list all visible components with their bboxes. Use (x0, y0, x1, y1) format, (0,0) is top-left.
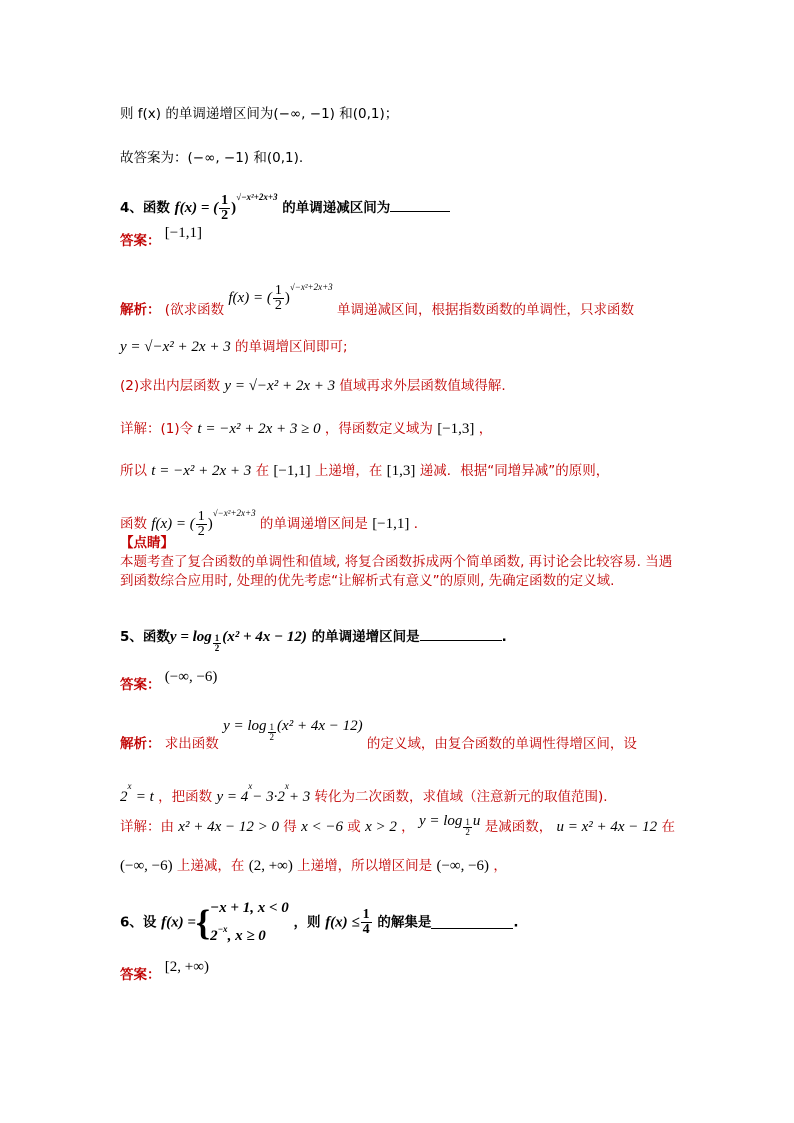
analysis-text: (2)求出内层函数 (120, 378, 221, 394)
detail-text: ， (493, 858, 507, 874)
detail-text: 所以 (120, 463, 147, 479)
detail-text: 的单调递增区间是 (259, 516, 368, 532)
brace: { (195, 902, 211, 943)
math-expr: t = −x² + 2x + 3 (151, 463, 252, 479)
q4-suffix: 的单调递减区间为 (282, 200, 391, 216)
answer-value: [−1,1] (164, 225, 202, 241)
detail-text: 上递增，在 (314, 463, 383, 479)
case-1 (210, 898, 289, 919)
detail-text: 上递增，所以增区间是 (297, 858, 433, 874)
frac-num: 1 (465, 817, 470, 827)
answer-blank (390, 199, 450, 212)
math-expr: 2 (120, 789, 128, 805)
frac-den: 2 (214, 643, 220, 653)
detail-text: 详解：由 (120, 819, 174, 835)
inner-function: y = √−x² + 2x + 3 (120, 339, 231, 355)
detail-text: 递减．根据“同增异减”的原则， (419, 463, 610, 479)
detail-text: 在 (661, 819, 675, 835)
line-conclusion-increase (120, 105, 734, 123)
math-expr: x² + 4x − 12 > 0 (178, 819, 279, 835)
q4-prefix: 4、函数 (120, 200, 170, 216)
detail-4-line3: 函数 f(x) = ( $\frac{1}{2}$ )$^{√-x^2+2x+3}$ 的单调递增区间是 [−1,1] ． (120, 508, 428, 539)
answer-value: (−∞, −6) (164, 669, 218, 685)
frac-den: 2 (274, 297, 282, 313)
text-conclusion: 则 f(x) 的单调递增区间为(−∞, −1) 和(0,1)； (120, 106, 399, 122)
frac-den: 2 (221, 207, 229, 223)
analysis-text: 转化为二次函数，求值域（注意新元的取值范围). (314, 789, 608, 805)
frac-den: 2 (197, 523, 205, 539)
detail-text: 得 (283, 819, 297, 835)
math-expr: x < −6 (301, 819, 343, 835)
math-expr: t = −x² + 2x + 3 ≥ 0 (197, 421, 321, 437)
period: . (501, 629, 507, 645)
key-point-text: 本题考查了复合函数的单调性和值域, 将复合函数拆成两个简单函数, 再讨论会比较容易. 当遇到函数综合应用时, 处理的优先考虑“让解析式有意义”的原则, 先确定函数的定义域. (120, 554, 673, 589)
answer-6 (120, 959, 734, 984)
detail-text: 函数 (120, 516, 147, 532)
math-expr: y = log (418, 813, 463, 829)
frac-den: 2 (269, 732, 275, 742)
answer-label: 答案： (120, 233, 161, 249)
answer-4 (120, 225, 734, 250)
math-interval: [−1,1] (372, 516, 410, 532)
q4-fraction (219, 194, 230, 223)
analysis-fraction (273, 284, 284, 313)
case-1-text: −x + 1, x < 0 (210, 900, 289, 916)
math-expr: = t (135, 789, 154, 805)
analysis-4-line2 (120, 338, 734, 356)
analysis-5-line2 (120, 777, 734, 806)
detail-text: 或 (347, 819, 361, 835)
analysis-4-line1: 解析： (欲求函数 f(x) = ( $\frac{1}{2}$ )$^{√-x^2+2x+3}$ 单调递减区间，根据指数函数的单调性，只求函数 (120, 282, 634, 318)
exponent: x (127, 781, 132, 791)
analysis-5-line1 (120, 718, 734, 760)
case-2-base: 2 (210, 928, 218, 944)
answer-value: [2, +∞) (164, 959, 209, 975)
math-expr: u = x² + 4x − 12 (556, 819, 658, 835)
math-expr: y = 4 (216, 789, 249, 805)
key-point-title: 【点睛】 (120, 535, 174, 551)
inner-function: y = √−x² + 2x + 3 (224, 378, 336, 394)
analysis-text: 的单调增区间即可; (235, 339, 348, 355)
answer-blank (420, 628, 502, 641)
math-expr: − 3·2 (252, 789, 285, 805)
q5-function: y = log (169, 629, 212, 645)
analysis-text: 值域再求外层函数值域得解. (339, 378, 506, 394)
exponent: x (248, 781, 253, 791)
math-interval: [1,3] (386, 463, 416, 479)
q6-inequality: f(x) ≤ (325, 914, 360, 931)
math-interval: [−1,3] (437, 421, 475, 437)
frac-num: 1 (197, 508, 205, 524)
math-expr: u (472, 813, 481, 829)
detail-text: 在 (255, 463, 270, 479)
q5-argument: (x² + 4x − 12) (222, 629, 307, 645)
frac-den: 2 (465, 827, 470, 837)
log-base (268, 723, 277, 742)
analysis-text: (欲求函数 (164, 302, 225, 318)
analysis-exponent: √−x²+2x+3 (289, 282, 333, 292)
detail-text: ． (413, 516, 428, 532)
answer-5 (120, 669, 734, 694)
q6-function: f(x) = (161, 914, 196, 931)
q5-suffix: 的单调递增区间是 (311, 629, 420, 645)
fraction-quarter (361, 908, 372, 937)
analysis-label: 解析： (120, 302, 161, 318)
q6-suffix: 的解集是 (377, 914, 432, 931)
analysis-text: ，把函数 (158, 789, 213, 805)
q6-mid: ，则 (293, 914, 321, 931)
case-2-cond: , x ≥ 0 (227, 928, 266, 944)
function: y = log (223, 718, 267, 734)
detail-text: 上递减，在 (176, 858, 245, 874)
math-interval: [−1,1] (273, 463, 311, 479)
log-base (463, 818, 472, 837)
analysis-4-line3 (120, 377, 734, 395)
question-6 (120, 898, 734, 944)
analysis-label: 解析： (120, 736, 161, 752)
math-interval: (−∞, −6) (120, 858, 173, 874)
piecewise-cases (210, 898, 289, 947)
exponent: x (284, 781, 289, 791)
detail-5-line2 (120, 857, 734, 875)
exponent: √−x²+2x+3 (212, 508, 256, 518)
frac-num: 1 (214, 633, 220, 643)
answer-label: 答案： (120, 967, 161, 983)
case-2-exp: −x (217, 924, 228, 934)
detail-4-line1 (120, 420, 734, 438)
line-answer-summary (120, 149, 734, 167)
math-interval: (2, +∞) (248, 858, 293, 874)
frac-num: 1 (362, 907, 370, 922)
frac-num: 1 (221, 192, 229, 208)
analysis-text: 求出函数 (164, 736, 219, 752)
frac-den: 4 (362, 922, 370, 937)
detail-4-line2 (120, 462, 734, 480)
math-expr: + 3 (288, 789, 311, 805)
question-4: 4、函数 f(x) = ( $\frac{1}{2}$ )$^{√-x^2+2x+3}$ 的单调递减区间为 (120, 188, 734, 223)
math-expr: f(x) = ( (151, 516, 195, 532)
question-5 (120, 628, 734, 653)
q4-exponent: √−x²+2x+3 (236, 192, 278, 202)
case-2 (210, 919, 289, 947)
q4-function: f(x) = ( (174, 200, 219, 216)
detail-text: ，得函数定义域为 (324, 421, 433, 437)
analysis-text: 单调递减区间，根据指数函数的单调性，只求函数 (336, 302, 634, 318)
analysis-text: 的定义域，由复合函数的单调性得增区间，设 (366, 736, 637, 752)
period: . (513, 914, 519, 931)
detail-text: ， (401, 819, 415, 835)
detail-5-line1 (120, 813, 734, 837)
analysis-function: f(x) = ( (228, 290, 272, 306)
text-answer-summary: 故答案为：(−∞, −1) 和(0,1). (120, 150, 304, 166)
detail-text: 详解：(1)令 (120, 421, 194, 437)
answer-blank (431, 916, 513, 929)
math-interval: (−∞, −6) (436, 858, 490, 874)
q6-prefix: 6、设 (120, 914, 157, 931)
key-point-section (120, 534, 680, 591)
log-base (213, 634, 222, 653)
frac-num: 1 (274, 282, 282, 298)
frac-num: 1 (269, 722, 275, 732)
math-expr: x > 2 (365, 819, 397, 835)
detail-text: ， (478, 421, 493, 437)
q5-prefix: 5、函数 (120, 629, 170, 645)
answer-label: 答案： (120, 677, 161, 693)
argument: (x² + 4x − 12) (277, 718, 363, 734)
detail-text: 是减函数， (484, 819, 553, 835)
